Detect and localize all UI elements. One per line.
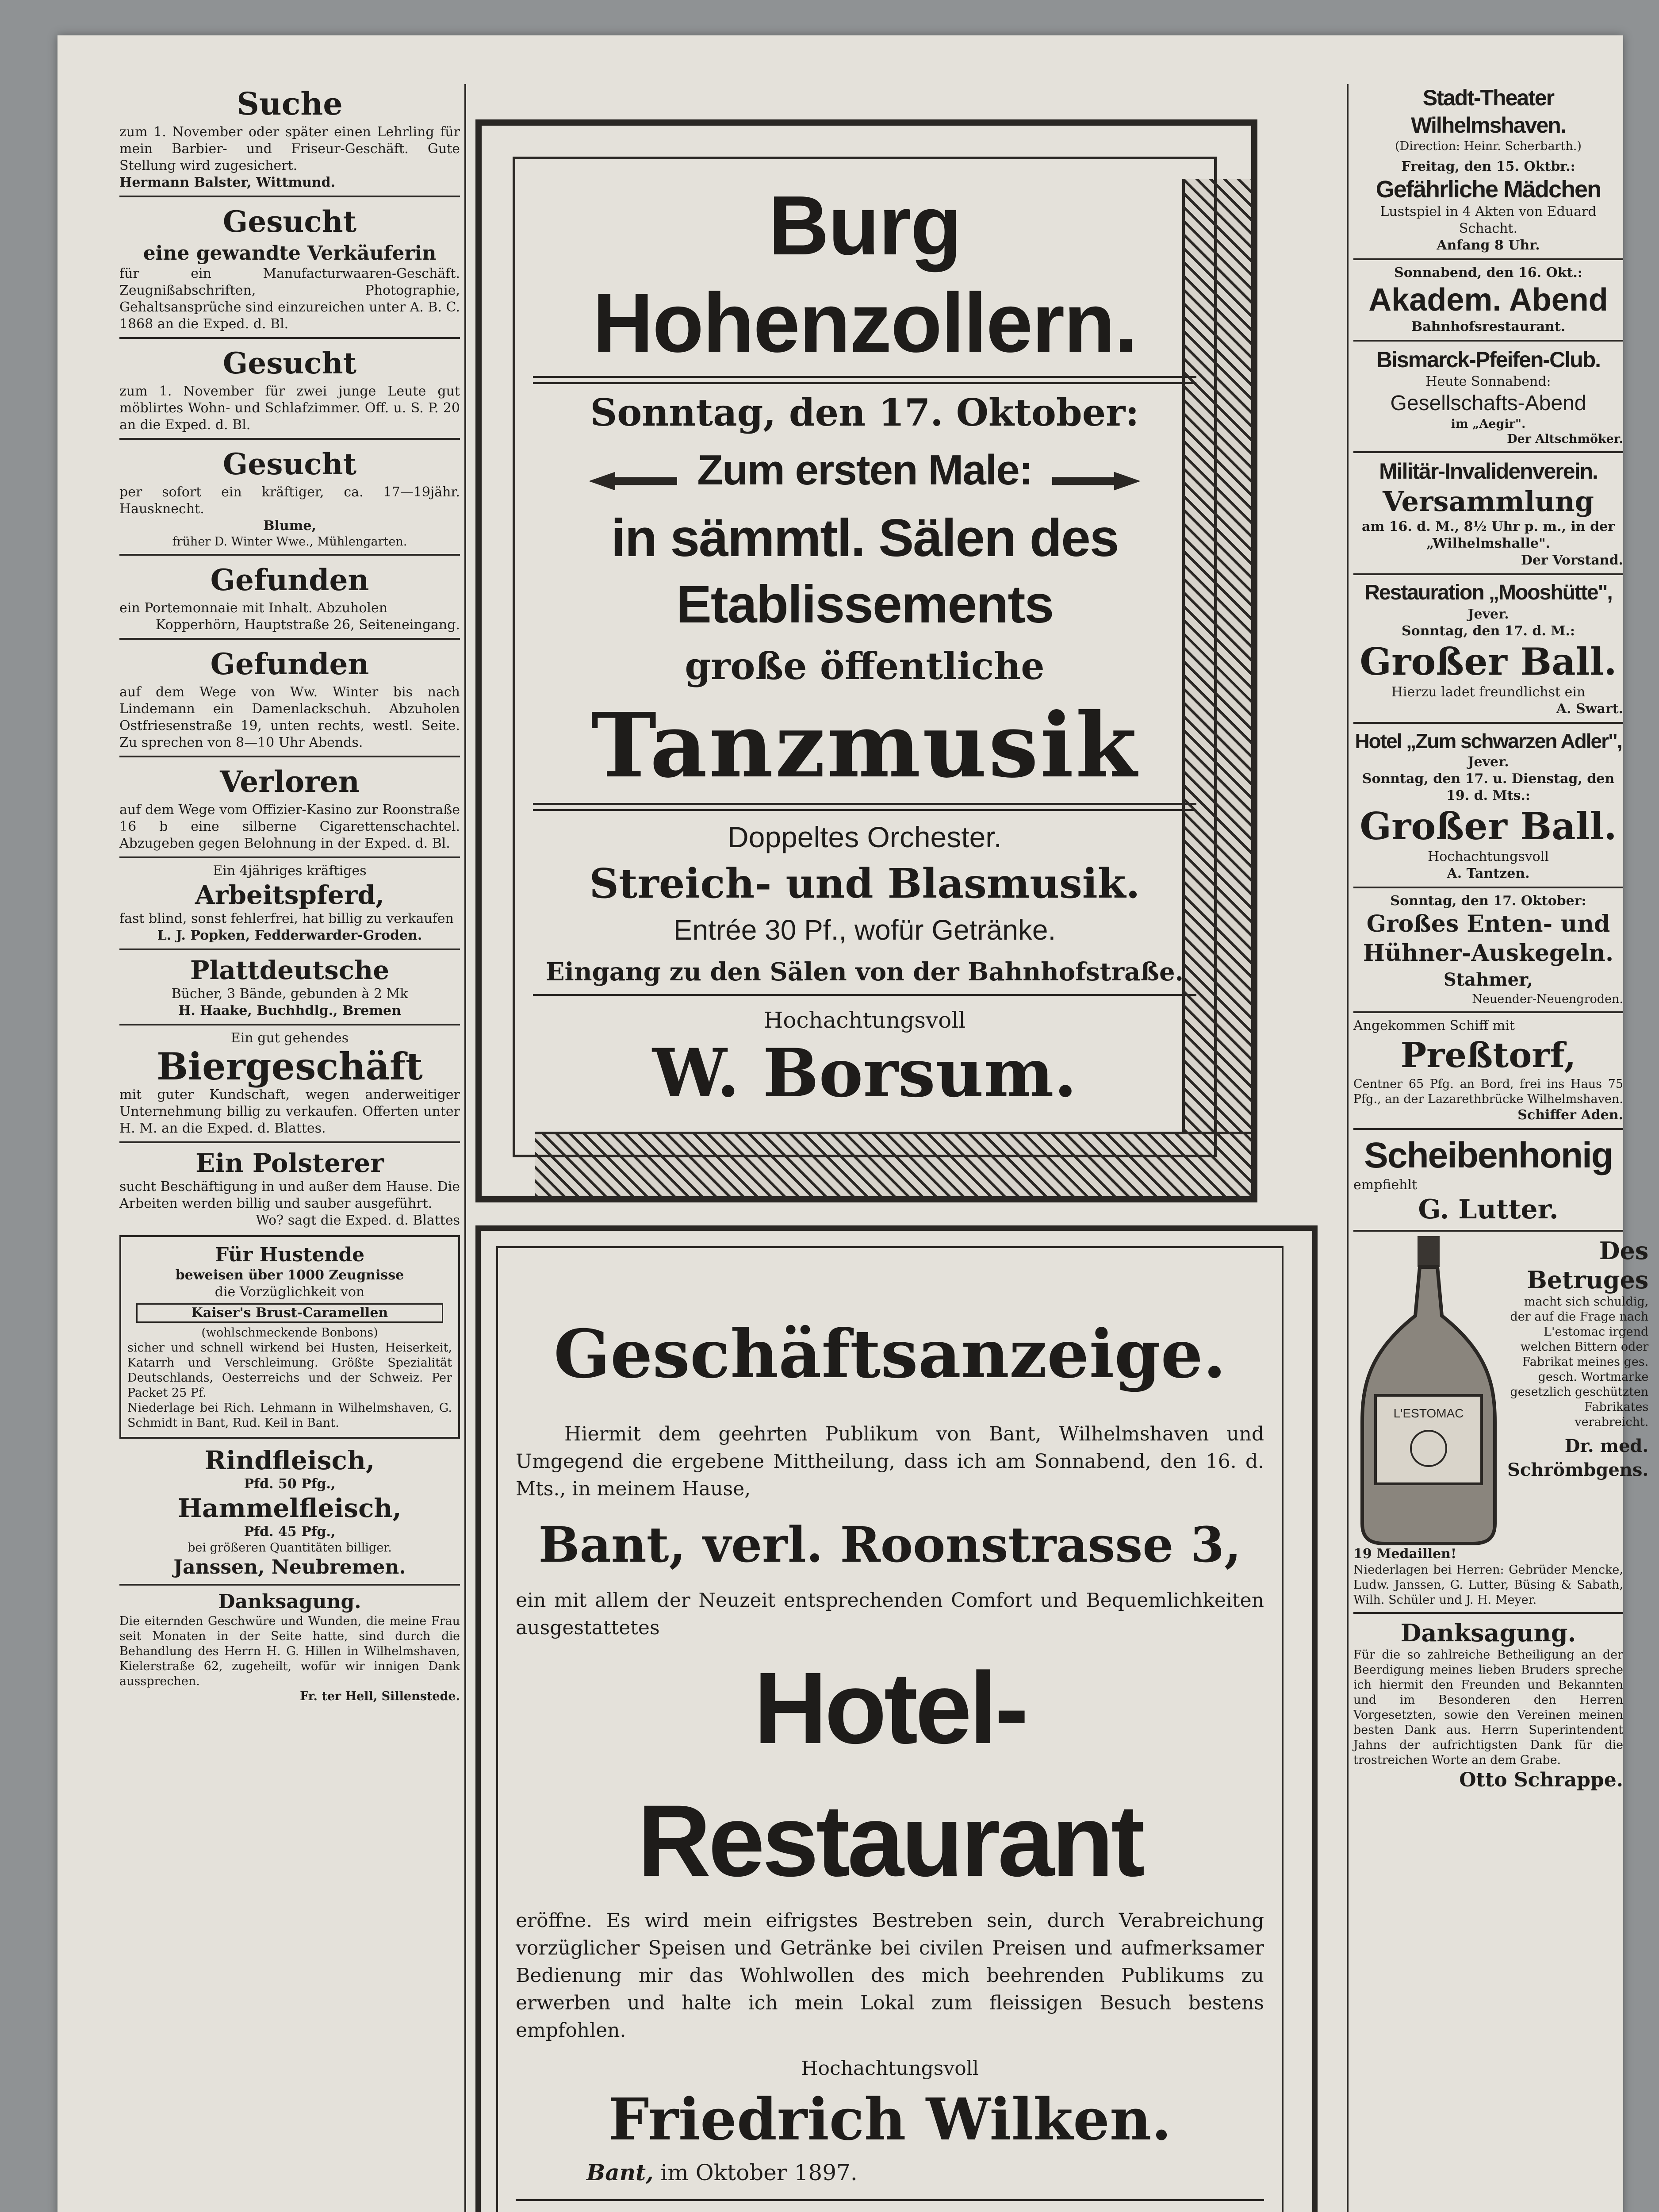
bottle-icon <box>1353 1236 1504 1546</box>
ad-geschaeft-title: Geschäftsanzeige. <box>553 1315 1226 1393</box>
ad-kegel-event: Großes Enten- und Hühner-Auskegeln. <box>1363 910 1614 967</box>
ad-burg-owner: W. Borsum. <box>652 1034 1077 1112</box>
ad-burg-regards: Hochachtungsvoll <box>763 1007 966 1033</box>
ad-burg-where: in sämmtl. Sälen des Etablissements <box>611 508 1119 634</box>
ad-dank-sign: Fr. ter Hell, Sillenstede. <box>300 1690 460 1703</box>
divider <box>516 2199 1264 2201</box>
right-column <box>1353 84 1649 2212</box>
ad-bism-sign: Der Altschmöker. <box>1507 432 1623 446</box>
ad-adler-sign: A. Tantzen. <box>1447 866 1530 881</box>
ad-torf-intro: Angekommen Schiff mit <box>1353 1018 1515 1033</box>
ad-husten-box <box>119 1235 460 1439</box>
divider <box>119 196 460 197</box>
ad-honig-rec: empfiehlt <box>1353 1177 1418 1193</box>
ad-hammel-note: bei größeren Quantitäten billiger. <box>188 1541 392 1555</box>
ad-moos-date: Sonntag, den 17. d. M.: <box>1401 623 1575 639</box>
ad-betrug-title: Des Betruges <box>1527 1237 1649 1294</box>
ad-betrug-sign: Dr. med. Schrömbgens. <box>1507 1436 1649 1480</box>
ad-gesucht1-text: für ein Manufacturwaaren-Geschäft. Zeugnißabschriften, Photographie, Gehaltsansprüche sind einzureichen unter A. B. C. 1868 an die Exped. d. Bl. <box>119 266 460 332</box>
ad-betrug-text: macht sich schuldig, der auf die Frage nach L'estomac irgend welchen Bittern oder Fabrikat meines ges. gesch. Wortmarke gesetzlich geschützten Fabrikates verabreicht. <box>1510 1295 1649 1429</box>
ad-polst-text: sucht Beschäftigung in und außer dem Hause. Die Arbeiten werden billig und sauber ausgeführt. <box>119 1179 460 1211</box>
column-rule-left <box>464 84 466 2212</box>
ad-gesucht3-sign: Blume, <box>263 518 316 534</box>
ad-gesucht3-text: per sofort ein kräftiger, ca. 17—19jähr. Hausknecht. <box>119 484 460 517</box>
ad-right-dank-title: Danksagung. <box>1400 1619 1576 1647</box>
ad-burg-music: Streich- und Blasmusik. <box>589 859 1140 907</box>
ad-theater-date: Freitag, den 15. Oktbr.: <box>1401 159 1575 174</box>
divider <box>119 554 460 556</box>
ad-geschaeftsanzeige <box>475 1225 1318 2212</box>
ad-dealers: Niederlagen bei Herren: Gebrüder Mencke, Ludw. Janssen, G. Lutter, Büsing & Sabath, Wilh. Schüler und J. H. Meyer. <box>1353 1563 1623 1607</box>
ad-moos-invite: Hierzu ladet freundlichst ein <box>1391 684 1586 700</box>
ad-mil-title: Militär-Invalidenverein. <box>1379 459 1598 484</box>
ad-moos-sign: A. Swart. <box>1556 701 1623 717</box>
ad-husten-l3: (wohlschmeckende Bonbons) <box>201 1326 378 1340</box>
divider <box>119 638 460 640</box>
ad-gefunden1-addr: Kopperhörn, Hauptstraße 26, Seiteneingang. <box>155 617 460 633</box>
ad-suche-title: Suche <box>237 85 343 122</box>
ad-moos-event: Großer Ball. <box>1360 640 1617 684</box>
divider <box>119 856 460 858</box>
divider <box>1353 1128 1623 1130</box>
divider <box>1353 722 1623 724</box>
ad-kegel-place: Neuender-Neuengroden. <box>1472 992 1623 1006</box>
ad-geschaeft-inner <box>496 1246 1284 2212</box>
ad-burg-hohenzollern <box>475 119 1257 1202</box>
ad-gesucht2-text: zum 1. November für zwei junge Leute gut möblirtes Wohn- und Schlafzimmer. Off. u. S. P. 20 an die Exped. d. Bl. <box>119 384 460 433</box>
divider <box>533 803 1196 811</box>
ad-burg-first-time: Zum ersten Male: <box>697 446 1032 494</box>
ad-bism-place: im „Aegir". <box>1451 417 1526 431</box>
ad-geschaeft-hotel: Hotel-Restaurant <box>637 1651 1142 1897</box>
ad-vers-text: am 16. d. M., 8½ Uhr p. m., in der „Wilhelmshalle". <box>1362 519 1615 551</box>
ad-geschaeft-date: im Oktober 1897. <box>660 2160 858 2185</box>
ad-vers-sign: Der Vorstand. <box>1521 553 1623 568</box>
ad-estomac <box>1353 1236 1649 1546</box>
ad-bier-title: Biergeschäft <box>157 1045 423 1088</box>
ad-verloren-title: Verloren <box>220 764 360 799</box>
ad-gefunden2-title: Gefunden <box>210 647 369 681</box>
ad-hammel-price: Pfd. 45 Pfg., <box>244 1524 336 1540</box>
ad-geschaeft-p1: Hiermit dem geehrten Publikum von Bant, Wilhelmshaven und Umgegend die ergebene Mittheilung, dass ich am Sonnabend, den 16. d. Mts., in meinem Hause, <box>516 1423 1264 1500</box>
ad-husten-dealers: Niederlage bei Rich. Lehmann in Wilhelmshaven, G. Schmidt in Bant, Rud. Keil in Bant. <box>127 1401 452 1430</box>
ad-hammel-sign: Janssen, Neubremen. <box>173 1556 406 1578</box>
ad-moos-title: Restauration „Mooshütte", <box>1364 581 1612 604</box>
ad-bism-event: Gesellschafts-Abend <box>1390 392 1586 415</box>
ad-right-dank-sign: Otto Schrappe. <box>1459 1769 1623 1791</box>
ad-torf-sign: Schiffer Aden. <box>1517 1107 1623 1123</box>
ad-medaillen: 19 Medaillen! <box>1353 1546 1457 1562</box>
ad-polst-title: Ein Polsterer <box>195 1148 384 1178</box>
ad-theater-desc: Lustspiel in 4 Akten von Eduard Schacht. <box>1380 204 1597 236</box>
ad-honig-title: Scheibenhonig <box>1364 1135 1613 1175</box>
ad-torf-text: Centner 65 Pfg. an Bord, frei ins Haus 75 Pfg., an der Lazarethbrücke Wilhelmshaven. <box>1353 1077 1623 1106</box>
divider <box>1353 451 1623 453</box>
divider <box>1353 573 1623 575</box>
ad-geschaeft-p2: ein mit allem der Neuzeit entsprechenden Comfort und Bequemlichkeiten ausgestattetes <box>516 1589 1264 1639</box>
divider <box>533 376 1196 384</box>
divider <box>1353 887 1623 888</box>
ad-adler-event: Großer Ball. <box>1360 804 1617 848</box>
ad-platt-text: Bücher, 3 Bände, gebunden à 2 Mk <box>171 986 408 1002</box>
ad-burg-orchestra: Doppeltes Orchester. <box>728 820 1002 853</box>
ad-theater-title: Stadt-Theater Wilhelmshaven. <box>1411 85 1566 138</box>
ad-gesucht3-title: Gesucht <box>222 447 357 481</box>
ad-geschaeft-p3: eröffne. Es wird mein eifrigstes Bestreben sein, durch Verabreichung vorzüglicher Speisen und Getränke bei civilen Preisen und aufmerksamer Bedienung mir das Wohlwollen des mich beehrenden Publikums zu erwerben und halte ich mein Lokal zum fleissigen Besuch bestens empfohlen. <box>516 1909 1264 2042</box>
ad-geschaeft-address: Bant, verl. Roonstrasse 3, <box>538 1516 1241 1573</box>
divider <box>119 949 460 950</box>
ad-bier-intro: Ein gut gehendes <box>230 1030 349 1046</box>
ad-platt-title: Plattdeutsche <box>190 955 390 985</box>
column-rule-right <box>1347 84 1349 2212</box>
pointing-hand-icon <box>1052 469 1141 496</box>
ad-theater-dir: (Direction: Heinr. Scherbarth.) <box>1395 139 1582 153</box>
ad-right-dank-text: Für die so zahlreiche Betheiligung an der Beerdigung meines lieben Bruders spreche ich hiermit den Freunden und Bekannten und im Besonderen den Herren Vorgesetzten, sowie den Vereinen meinen besten Dank aus. Herrn Superintendent Jahns der aufrichtigsten Dank für die trostreichen Worte an dem Grabe. <box>1353 1648 1623 1767</box>
ad-dank-text: Die eiternden Geschwüre und Wunden, die meine Frau seit Monaten in der Seite hatte, sind durch die Behandlung des Herrn H. G. Hillen in Wilhelmshaven, Kielerstraße 62, zugeheilt, wofür wir innigen Dank aussprechen. <box>119 1614 460 1688</box>
divider <box>119 1584 460 1586</box>
ad-geschaeft-owner: Friedrich Wilken. <box>608 2085 1172 2153</box>
ad-pferd-sign: L. J. Popken, Fedderwarder-Groden. <box>157 928 422 943</box>
ad-kegel-date: Sonntag, den 17. Oktober: <box>1390 893 1586 909</box>
ad-gesucht2-title: Gesucht <box>222 346 357 380</box>
divider <box>1353 258 1623 260</box>
ad-bism-sub: Heute Sonnabend: <box>1425 374 1551 389</box>
ad-gefunden1-title: Gefunden <box>210 563 369 597</box>
divider <box>119 1141 460 1143</box>
bottle-illustration <box>1353 1236 1504 1546</box>
divider <box>119 337 460 339</box>
ad-suche-text: zum 1. November oder später einen Lehrling für mein Barbier- und Friseur-Geschäft. Gute Stellung wird zugesichert. <box>119 124 460 173</box>
ad-husten-l2: die Vorzüglichkeit von <box>215 1284 365 1300</box>
ad-pferd-intro: Ein 4jähriges kräftiges <box>213 863 367 879</box>
ad-burg-dance: Tanzmusik <box>590 693 1139 798</box>
ad-rind-title: Rindfleisch, <box>204 1445 375 1475</box>
divider <box>1353 1230 1623 1232</box>
ad-gesucht1-title: Gesucht <box>222 204 357 239</box>
ad-platt-sign: H. Haake, Buchhdlg., Bremen <box>178 1003 401 1018</box>
ad-moos-place: Jever. <box>1467 607 1509 622</box>
left-column <box>119 84 460 2212</box>
ad-hammel-title: Hammelfleisch, <box>178 1493 402 1523</box>
ad-dank-title: Danksagung. <box>218 1590 361 1613</box>
ad-geschaeft-nb <box>516 2210 1264 2212</box>
ad-husten-l1: beweisen über 1000 Zeugnisse <box>175 1267 404 1283</box>
ad-adler-regards: Hochachtungsvoll <box>1428 849 1549 864</box>
middle-column <box>475 84 1347 2212</box>
ad-vers-title: Versammlung <box>1383 485 1594 518</box>
ad-akad-place: Bahnhofsrestaurant. <box>1411 319 1566 334</box>
ad-adler-place: Jever. <box>1467 754 1509 770</box>
ad-akad-title: Akadem. Abend <box>1368 282 1608 318</box>
ad-honig-sign: G. Lutter. <box>1418 1194 1559 1225</box>
ad-geschaeft-place: Bant, <box>586 2159 654 2185</box>
ad-adler-title: Hotel „Zum schwarzen Adler", <box>1355 730 1622 753</box>
divider <box>1353 1612 1623 1614</box>
ad-burg-big-public: große öffentliche <box>685 644 1045 688</box>
ad-pferd-text: fast blind, sonst fehlerfrei, hat billig zu verkaufen <box>119 911 454 926</box>
divider <box>1353 1011 1623 1013</box>
ad-bism-title: Bismarck-Pfeifen-Club. <box>1376 347 1601 372</box>
ad-burg-inner <box>513 157 1217 1157</box>
ad-burg-entry: Entrée 30 Pf., wofür Getränke. <box>673 914 1056 946</box>
ad-gefunden1-text: ein Portemonnaie mit Inhalt. Abzuholen <box>119 600 388 616</box>
ad-gesucht1-sub: eine gewandte Verkäuferin <box>143 242 437 265</box>
ad-verloren-text: auf dem Wege vom Offizier-Kasino zur Roonstraße 16 b eine silberne Cigarettenschachtel. Abzugeben gegen Belohnung in der Exped. d. Bl. <box>119 802 460 851</box>
ad-polst-sign: Wo? sagt die Exped. d. Blattes <box>256 1213 460 1228</box>
ad-adler-date: Sonntag, den 17. u. Dienstag, den 19. d. Mts.: <box>1362 771 1615 803</box>
divider <box>1353 340 1623 342</box>
ad-husten-brand: Kaiser's Brust-Caramellen <box>136 1303 443 1323</box>
ad-burg-entrance: Eingang zu den Sälen von der Bahnhofstraße. <box>545 957 1184 987</box>
divider <box>533 994 1196 996</box>
ad-geschaeft-regards: Hochachtungsvoll <box>801 2057 979 2080</box>
ad-rind-price: Pfd. 50 Pfg., <box>244 1476 336 1492</box>
ad-suche-sign: Hermann Balster, Wittmund. <box>119 175 336 190</box>
ad-estomac-text-block <box>1507 1236 1648 1546</box>
divider <box>119 1024 460 1025</box>
ad-gefunden2-text: auf dem Wege von Ww. Winter bis nach Lindemann ein Damenlackschuh. Abzuholen Ostfriesenstraße 19, unten rechts, westl. Seite. Zu sprechen von 8—10 Uhr Abends. <box>119 684 460 750</box>
ad-husten-text: sicher und schnell wirkend bei Husten, Heiserkeit, Katarrh und Verschleimung. Größte Spezialität Deutschlands, Oesterreichs und der Schweiz. Per Packet 25 Pf. <box>127 1341 452 1400</box>
ad-pferd-title: Arbeitspferd, <box>195 880 385 910</box>
ad-burg-date: Sonntag, den 17. Oktober: <box>590 391 1139 434</box>
ad-theater-play: Gefährliche Mädchen <box>1375 176 1601 203</box>
ad-burg-first-time-row <box>515 446 1214 496</box>
ad-gesucht3-sign2: früher D. Winter Wwe., Mühlengarten. <box>172 535 407 549</box>
ad-kegel-sign: Stahmer, <box>1443 969 1533 990</box>
ad-theater-start: Anfang 8 Uhr. <box>1437 238 1540 253</box>
ad-geschaeft-dateline <box>586 2155 1264 2190</box>
ad-akad-date: Sonnabend, den 16. Okt.: <box>1394 265 1582 280</box>
ad-bier-text: mit guter Kundschaft, wegen anderweitiger Unternehmung billig zu verkaufen. Offerten unter H. M. an die Exped. d. Blattes. <box>119 1087 460 1136</box>
ad-torf-title: Preßtorf, <box>1400 1035 1576 1075</box>
ad-burg-title: Burg Hohenzollern. <box>592 179 1137 370</box>
divider <box>119 438 460 440</box>
ad-husten-title: Für Hustende <box>215 1244 365 1266</box>
bottle-label: L'ESTOMAC <box>1393 1406 1464 1420</box>
pointing-hand-icon <box>589 469 677 496</box>
divider <box>119 756 460 757</box>
